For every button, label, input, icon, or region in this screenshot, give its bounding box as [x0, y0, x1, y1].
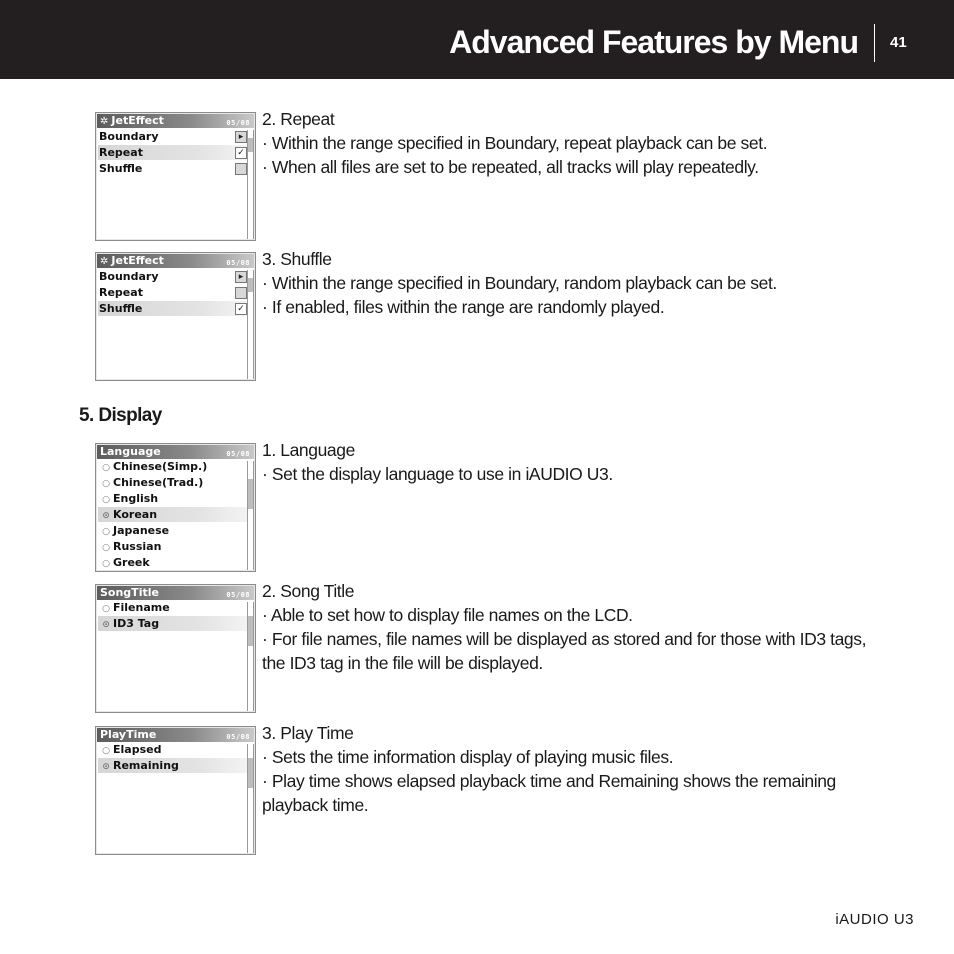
lcd-title: PlayTime: [100, 728, 157, 741]
jeteffect-icon: ✲: [100, 116, 109, 127]
radio-empty-icon: ○: [102, 495, 110, 505]
lcd-count: 05/08: [226, 591, 250, 599]
lcd-title-bar: [97, 586, 254, 600]
lcd-row-option: ○ Filename: [98, 600, 247, 615]
page-number: 41: [890, 34, 907, 51]
lcd-screen-playtime: [95, 726, 256, 855]
lcd-row-option: ○ Greek: [98, 555, 247, 570]
item-heading: 3. Shuffle: [262, 249, 332, 269]
repeat-description: [262, 107, 767, 179]
item-line: · When all files are set to be repeated, all tracks will play repeatedly.: [262, 157, 759, 177]
lcd-screen-language: [95, 443, 256, 572]
header-divider: [874, 24, 875, 62]
radio-selected-icon: ⊙: [102, 511, 110, 521]
scrollbar: [247, 130, 254, 239]
item-line: · If enabled, files within the range are randomly played.: [262, 297, 665, 317]
radio-empty-icon: ○: [102, 463, 110, 473]
songtitle-description: [262, 579, 866, 675]
lcd-row-option: ○ Chinese(Simp.): [98, 459, 247, 474]
lcd-row-option: ○ Chinese(Trad.): [98, 475, 247, 490]
page-header: [0, 0, 954, 79]
lcd-row-option-selected: ⊙ ID3 Tag: [98, 616, 247, 631]
item-heading: 3. Play Time: [262, 723, 354, 743]
radio-selected-icon: ⊙: [102, 620, 110, 630]
lcd-title: JetEffect: [111, 254, 164, 267]
radio-empty-icon: ○: [102, 559, 110, 569]
radio-empty-icon: ○: [102, 479, 110, 489]
item-line: the ID3 tag in the file will be displayed.: [262, 653, 543, 673]
radio-empty-icon: ○: [102, 543, 110, 553]
lcd-title: SongTitle: [100, 586, 159, 599]
lcd-row-option-selected: ⊙ Korean: [98, 507, 247, 522]
language-description: [262, 438, 613, 486]
lcd-row-shuffle: Shuffle: [99, 162, 143, 175]
lcd-title: Language: [100, 445, 161, 458]
item-line: · For file names, file names will be displayed as stored and for those with ID3 tags,: [262, 629, 867, 649]
footer-brand: iAUDIO U3: [835, 911, 914, 928]
scrollbar: [247, 461, 254, 570]
lcd-screen-repeat: [95, 112, 256, 241]
item-line: · Play time shows elapsed playback time and Remaining shows the remaining: [262, 771, 836, 791]
playtime-description: [262, 721, 836, 817]
item-heading: 2. Repeat: [262, 109, 335, 129]
scrollbar: [247, 602, 254, 711]
page-title: Advanced Features by Menu: [449, 24, 858, 60]
lcd-screen-songtitle: [95, 584, 256, 713]
lcd-row-repeat: Repeat: [99, 286, 143, 299]
scrollbar: [247, 270, 254, 379]
item-line: playback time.: [262, 795, 369, 815]
item-line: · Sets the time information display of playing music files.: [262, 747, 674, 767]
lcd-count: 05/08: [226, 733, 250, 741]
arrow-right-icon: ▸: [235, 131, 247, 143]
radio-empty-icon: ○: [102, 746, 110, 756]
item-line: · Able to set how to display file names on the LCD.: [262, 605, 633, 625]
lcd-count: 05/08: [226, 450, 250, 458]
lcd-screen-shuffle: [95, 252, 256, 381]
lcd-title-bar: [97, 114, 254, 128]
checkbox-empty-icon: [235, 163, 247, 175]
item-line: · Set the display language to use in iAUDIO U3.: [262, 464, 613, 484]
lcd-row-shuffle: Shuffle: [98, 301, 247, 316]
radio-selected-icon: ⊙: [102, 762, 110, 772]
lcd-row-option: ○ Japanese: [98, 523, 247, 538]
lcd-row-boundary: Boundary: [99, 270, 159, 283]
lcd-title: JetEffect: [111, 114, 164, 127]
checkbox-checked-icon: ✓: [235, 303, 247, 315]
lcd-count: 05/08: [226, 119, 250, 127]
shuffle-description: [262, 247, 777, 319]
lcd-title-bar: [97, 728, 254, 742]
section-heading: 5. Display: [79, 405, 162, 426]
checkbox-checked-icon: ✓: [235, 147, 247, 159]
radio-empty-icon: ○: [102, 527, 110, 537]
item-heading: 1. Language: [262, 440, 355, 460]
scrollbar: [247, 744, 254, 853]
item-heading: 2. Song Title: [262, 581, 355, 601]
radio-empty-icon: ○: [102, 604, 110, 614]
lcd-row-option: ○ Elapsed: [98, 742, 247, 757]
lcd-title-bar: [97, 254, 254, 268]
lcd-row-boundary: Boundary: [99, 130, 159, 143]
arrow-right-icon: ▸: [235, 271, 247, 283]
jeteffect-icon: ✲: [100, 256, 109, 267]
lcd-title-bar: [97, 445, 254, 459]
lcd-count: 05/08: [226, 259, 250, 267]
lcd-row-option: ○ Russian: [98, 539, 247, 554]
checkbox-empty-icon: [235, 287, 247, 299]
lcd-row-repeat: Repeat: [98, 145, 247, 160]
item-line: · Within the range specified in Boundary, random playback can be set.: [262, 273, 777, 293]
item-line: · Within the range specified in Boundary, repeat playback can be set.: [262, 133, 768, 153]
lcd-row-option: ○ English: [98, 491, 247, 506]
lcd-row-option-selected: ⊙ Remaining: [98, 758, 247, 773]
